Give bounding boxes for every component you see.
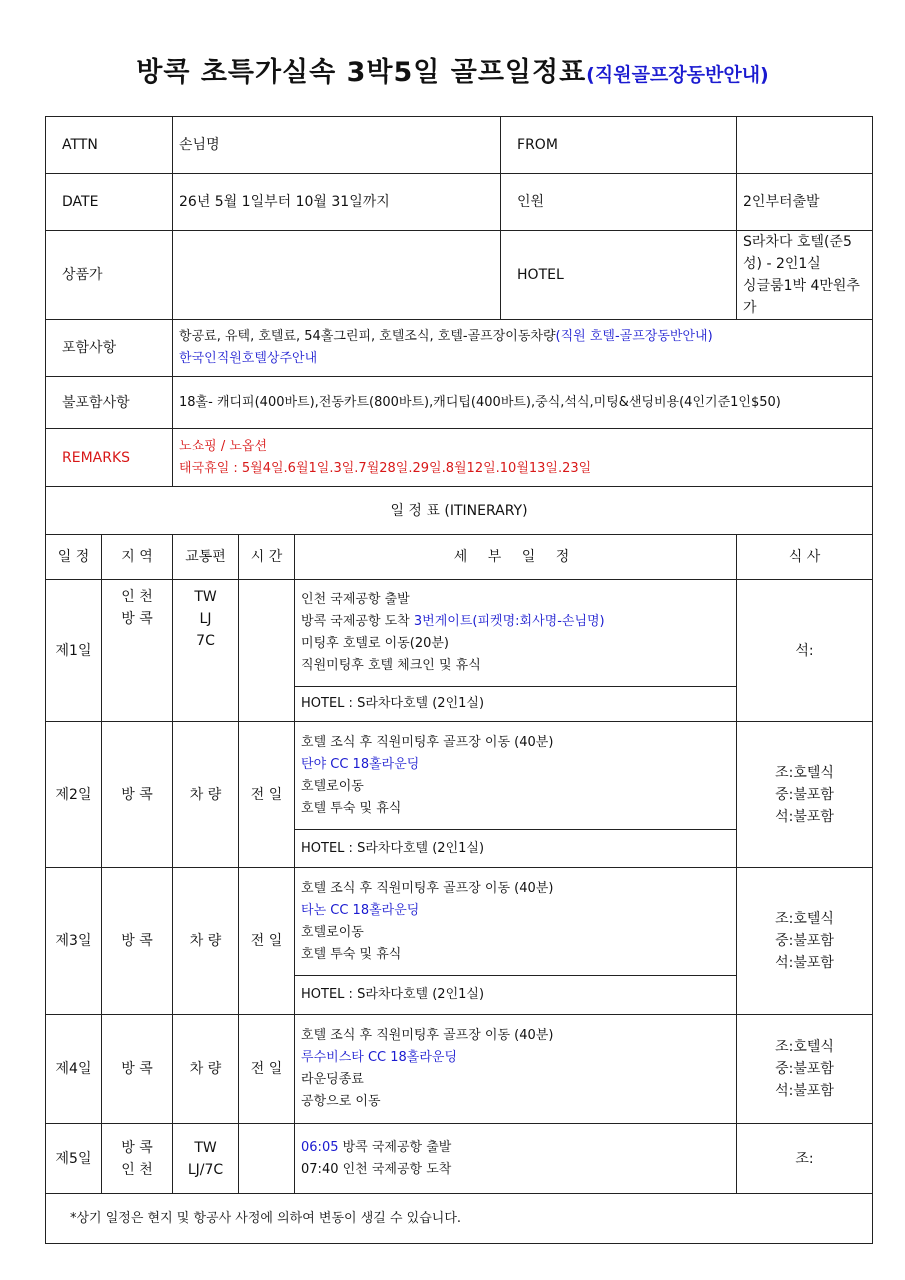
people-label: 인원 bbox=[501, 174, 737, 231]
header-region: 지 역 bbox=[102, 535, 173, 580]
day1-label: 제1일 bbox=[46, 580, 102, 722]
day2-detail: 호텔 조식 후 직원미팅후 골프장 이동 (40분) 탄야 CC 18홀라운딩 호텔로이동 호텔 투숙 및 휴식 bbox=[295, 722, 737, 830]
itinerary-heading: 일 정 표 (ITINERARY) bbox=[46, 487, 873, 535]
people-value: 2인부터출발 bbox=[737, 174, 873, 231]
header-detail: 세 부 일 정 bbox=[295, 535, 737, 580]
remarks-label: REMARKS bbox=[46, 429, 173, 487]
day5-transport: TW LJ/7C bbox=[173, 1124, 239, 1194]
attn-label: ATTN bbox=[46, 117, 173, 174]
day2-label: 제2일 bbox=[46, 722, 102, 868]
header-time: 시 간 bbox=[239, 535, 295, 580]
day1-region: 인 천 방 콕 bbox=[102, 580, 173, 722]
day5-label: 제5일 bbox=[46, 1124, 102, 1194]
attn-value: 손님명 bbox=[173, 117, 501, 174]
day3-meal: 조:호텔식 중:불포함 석:불포함 bbox=[737, 868, 873, 1015]
day5-region: 방 콕 인 천 bbox=[102, 1124, 173, 1194]
day3-region: 방 콕 bbox=[102, 868, 173, 1015]
from-label: FROM bbox=[501, 117, 737, 174]
day3-detail: 호텔 조식 후 직원미팅후 골프장 이동 (40분) 타논 CC 18홀라운딩 호텔로이동 호텔 투숙 및 휴식 bbox=[295, 868, 737, 976]
hotel-label: HOTEL bbox=[501, 231, 737, 320]
included-value bbox=[173, 320, 873, 377]
title-main: 방콕 초특가실속 3박5일 골프일정표 bbox=[136, 57, 587, 88]
day3-label: 제3일 bbox=[46, 868, 102, 1015]
day4-transport: 차 량 bbox=[173, 1015, 239, 1124]
day1-hotel: HOTEL : S라차다호텔 (2인1실) bbox=[295, 687, 737, 722]
from-value bbox=[737, 117, 873, 174]
price-value bbox=[173, 231, 501, 320]
hotel-line2: 싱글룸1박 4만원추가 bbox=[743, 278, 860, 316]
price-label: 상품가 bbox=[46, 231, 173, 320]
remarks-value bbox=[173, 429, 873, 487]
day1-meal: 석: bbox=[737, 580, 873, 722]
page-title bbox=[0, 50, 905, 89]
header-transport: 교통편 bbox=[173, 535, 239, 580]
included-line1: 항공료, 유텍, 호텔료, 54홀그린피, 호텔조식, 호텔-골프장이동차량 bbox=[179, 329, 556, 344]
excluded-label: 불포함사항 bbox=[46, 377, 173, 429]
day5-detail: 06:05 방콕 국제공항 출발 07:40 인천 국제공항 도착 bbox=[295, 1124, 737, 1194]
remarks-line1: 노쇼핑 / 노옵션 bbox=[179, 438, 268, 454]
day1-time bbox=[239, 580, 295, 722]
footer-note: *상기 일정은 현지 및 항공사 사정에 의하여 변동이 생길 수 있습니다. bbox=[46, 1194, 873, 1244]
day5-time bbox=[239, 1124, 295, 1194]
day4-label: 제4일 bbox=[46, 1015, 102, 1124]
day3-hotel: HOTEL : S라차다호텔 (2인1실) bbox=[295, 976, 737, 1015]
included-line2: 한국인직원호텔상주안내 bbox=[179, 351, 318, 366]
header-meal: 식 사 bbox=[737, 535, 873, 580]
hotel-line1: S라차다 호텔(준5성) - 2인1실 bbox=[743, 234, 852, 272]
day2-meal: 조:호텔식 중:불포함 석:불포함 bbox=[737, 722, 873, 868]
day2-time: 전 일 bbox=[239, 722, 295, 868]
day4-time: 전 일 bbox=[239, 1015, 295, 1124]
day4-detail: 호텔 조식 후 직원미팅후 골프장 이동 (40분) 루수비스타 CC 18홀라운딩 라운딩종료 공항으로 이동 bbox=[295, 1015, 737, 1124]
itinerary-table bbox=[45, 116, 873, 1244]
date-label: DATE bbox=[46, 174, 173, 231]
day2-hotel: HOTEL : S라차다호텔 (2인1실) bbox=[295, 830, 737, 868]
day1-detail: 인천 국제공항 출발 방콕 국제공항 도착 3번게이트(피켓명:회사명-손님명) 미팅후 호텔로 이동(20분) 직원미팅후 호텔 체크인 및 휴식 bbox=[295, 580, 737, 687]
hotel-value bbox=[737, 231, 873, 320]
day3-time: 전 일 bbox=[239, 868, 295, 1015]
day4-meal: 조:호텔식 중:불포함 석:불포함 bbox=[737, 1015, 873, 1124]
header-day: 일 정 bbox=[46, 535, 102, 580]
day4-region: 방 콕 bbox=[102, 1015, 173, 1124]
day2-transport: 차 량 bbox=[173, 722, 239, 868]
included-label: 포함사항 bbox=[46, 320, 173, 377]
day1-transport: TW LJ 7C bbox=[173, 580, 239, 722]
included-line1-note: (직원 호텔-골프장동반안내) bbox=[555, 329, 713, 344]
excluded-value: 18홀- 캐디피(400바트),전동카트(800바트),캐디팁(400바트),중식,석식,미팅&샌딩비용(4인기준1인$50) bbox=[173, 377, 873, 429]
day3-transport: 차 량 bbox=[173, 868, 239, 1015]
title-sub: (직원골프장동반안내) bbox=[586, 64, 769, 86]
day5-meal: 조: bbox=[737, 1124, 873, 1194]
remarks-line2: 태국휴일 : 5월4일.6월1일.3일.7월28일.29일.8월12일.10월13일.23일 bbox=[179, 460, 592, 476]
day2-region: 방 콕 bbox=[102, 722, 173, 868]
date-value: 26년 5월 1일부터 10월 31일까지 bbox=[173, 174, 501, 231]
